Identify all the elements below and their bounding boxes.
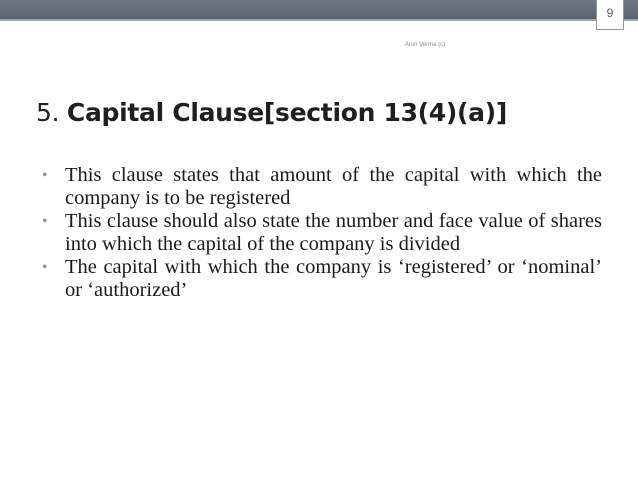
bullet-dot-icon: • xyxy=(42,167,48,184)
bullet-text: This clause states that amount of the capital with which the company is to be registered xyxy=(65,164,602,209)
bullet-dot-icon: • xyxy=(42,213,48,230)
title-heading: Capital Clause[section 13(4)(a)] xyxy=(66,98,507,127)
bullet-item xyxy=(42,210,602,256)
bullet-item xyxy=(42,164,602,210)
slide-page-number: 9 xyxy=(596,0,624,30)
slide-title xyxy=(36,98,626,127)
bullet-item xyxy=(42,256,602,302)
bullet-text: The capital with which the company is ‘registered’ or ‘nominal’ or ‘authorized’ xyxy=(65,256,602,301)
title-number: 5. xyxy=(36,98,60,127)
bullet-dot-icon: • xyxy=(42,259,48,276)
author-credit: Arun Verma (c) xyxy=(404,42,446,48)
bullet-list xyxy=(42,164,602,302)
bullet-text: This clause should also state the number and face value of shares into which the capital of the company is divided xyxy=(65,210,602,255)
slide-top-bar xyxy=(0,0,638,19)
slide-top-bar-edge xyxy=(0,19,638,21)
